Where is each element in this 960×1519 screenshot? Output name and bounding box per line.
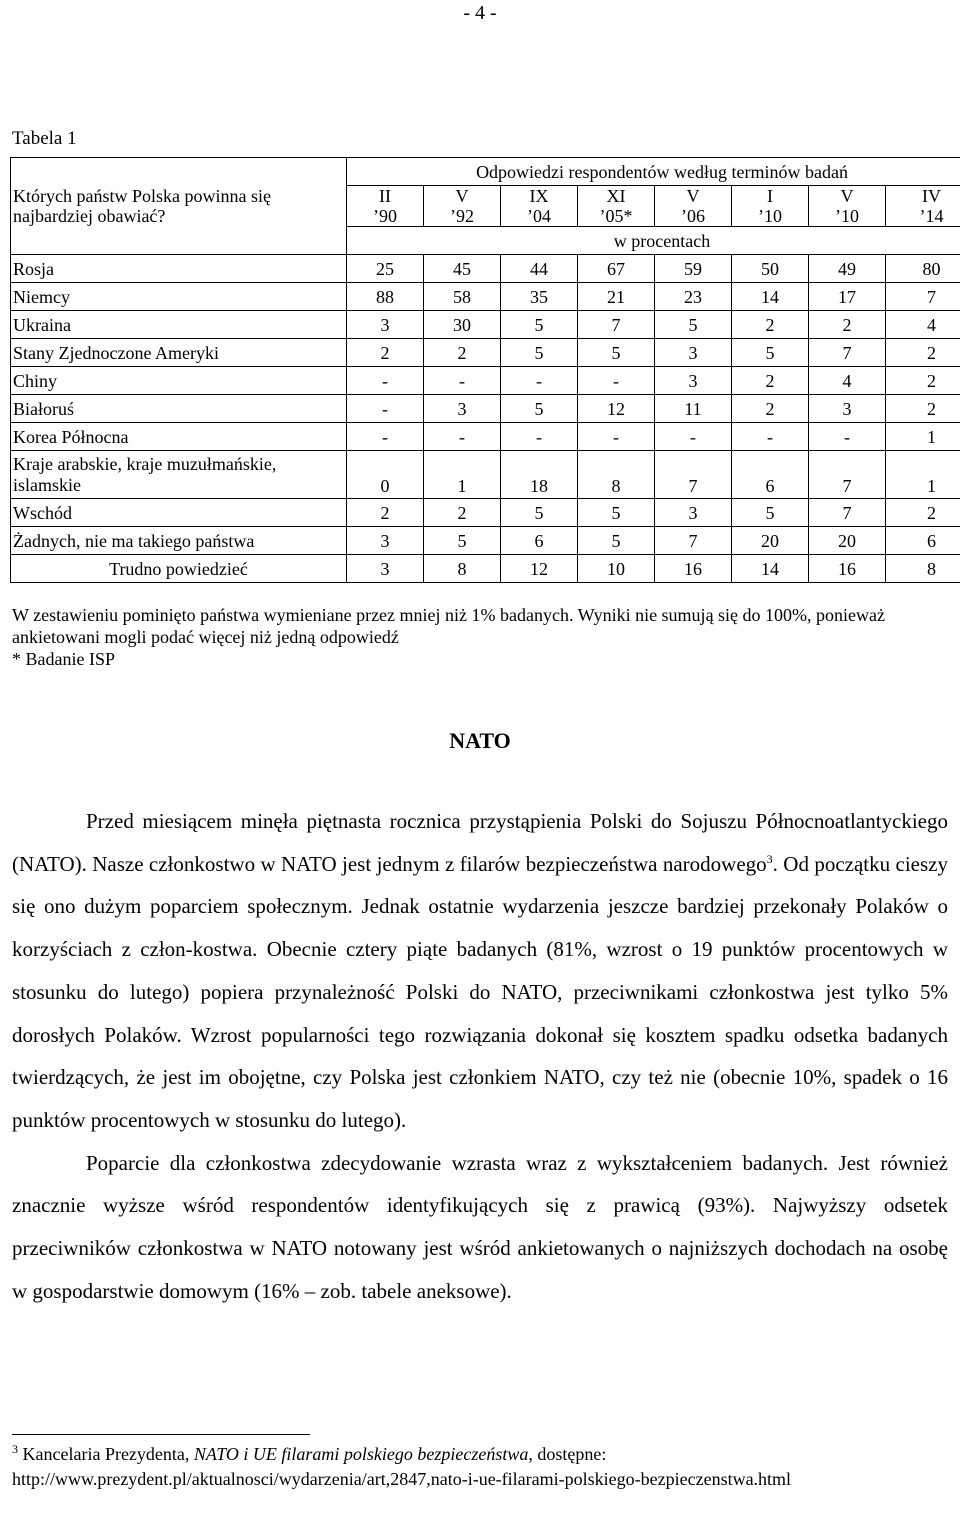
table-row — [11, 311, 960, 339]
table-cell: 16 — [655, 555, 732, 583]
table-cell: 6 — [886, 527, 960, 555]
table-cell: 2 — [886, 395, 960, 423]
table-cell: 7 — [809, 339, 886, 367]
table-cell: 6 — [501, 527, 578, 555]
table-note-asterisk: * Badanie ISP — [12, 649, 115, 669]
table-cell: 49 — [809, 255, 886, 283]
table-cell: 11 — [655, 395, 732, 423]
table-cell: 12 — [578, 395, 655, 423]
table-cell: 3 — [655, 367, 732, 395]
table-cell: 14 — [732, 555, 809, 583]
paragraph: Poparcie dla członkostwa zdecydowanie wzrasta wraz z wykształceniem badanych. Jest również znacznie wyższe wśród respondentów identyfikujących się z prawicą (93%). Najwyższy odsetek przeciwników członkostwa w NATO notowany jest wśród ankietowanych o najniższych dochodach na osobę w gospodarstwie domowym (16% – zob. tabele aneksowe). — [12, 1150, 948, 1303]
footnote-ref[interactable]: 3 — [766, 851, 773, 866]
table-cell: 2 — [732, 311, 809, 339]
table-row — [11, 555, 960, 583]
table-cell: 4 — [886, 311, 960, 339]
row-label: Kraje arabskie, kraje muzułmańskie, islamskie — [11, 451, 347, 499]
table-cell: 21 — [578, 283, 655, 311]
row-label: Trudno powiedzieć — [11, 555, 347, 583]
footnote-divider — [12, 1434, 310, 1435]
table-cell: 5 — [424, 527, 501, 555]
table-cell: 88 — [347, 283, 424, 311]
table-cell: 1 — [886, 451, 960, 499]
period-header: V ’10 — [809, 186, 886, 227]
table-cell: - — [578, 423, 655, 451]
row-label: Stany Zjednoczone Ameryki — [11, 339, 347, 367]
table-cell: 3 — [655, 499, 732, 527]
table-cell: 2 — [424, 339, 501, 367]
table-cell: 67 — [578, 255, 655, 283]
period-header: XI ’05* — [578, 186, 655, 227]
table-cell: 20 — [732, 527, 809, 555]
table-cell: - — [501, 367, 578, 395]
table-cell: 5 — [578, 339, 655, 367]
table-cell: 5 — [578, 527, 655, 555]
table-cell: - — [347, 395, 424, 423]
table-cell: 50 — [732, 255, 809, 283]
table-cell: 2 — [347, 339, 424, 367]
table-cell: 5 — [578, 499, 655, 527]
table-cell: 1 — [886, 423, 960, 451]
table-cell: 3 — [347, 555, 424, 583]
table-row — [11, 283, 960, 311]
table-cell: - — [732, 423, 809, 451]
table-cell: - — [424, 423, 501, 451]
table-cell: - — [501, 423, 578, 451]
table-cell: 23 — [655, 283, 732, 311]
table-cell: 5 — [732, 499, 809, 527]
table-cell: 6 — [732, 451, 809, 499]
table-cell: 3 — [809, 395, 886, 423]
table-row — [11, 499, 960, 527]
table-cell: 59 — [655, 255, 732, 283]
row-label: Niemcy — [11, 283, 347, 311]
table-cell: - — [424, 367, 501, 395]
table-cell: 7 — [809, 499, 886, 527]
period-header: IX ’04 — [501, 186, 578, 227]
table-cell: 30 — [424, 311, 501, 339]
table-notes — [12, 604, 952, 670]
row-label: Wschód — [11, 499, 347, 527]
footnote-url[interactable]: http://www.prezydent.pl/aktualnosci/wydarzenia/art,2847,nato-i-ue-filarami-polskiego-bezpieczenstwa.html — [12, 1469, 792, 1489]
table-cell: 2 — [886, 339, 960, 367]
table-cell: 7 — [655, 451, 732, 499]
table-cell: 1 — [424, 451, 501, 499]
period-header: I ’10 — [732, 186, 809, 227]
table-cell: 5 — [501, 339, 578, 367]
table-cell: - — [347, 423, 424, 451]
table-cell: 12 — [501, 555, 578, 583]
table-cell: - — [578, 367, 655, 395]
table-cell: 7 — [886, 283, 960, 311]
survey-table — [10, 157, 960, 583]
table-cell: - — [809, 423, 886, 451]
table-cell: 8 — [886, 555, 960, 583]
table-cell: 5 — [501, 395, 578, 423]
table-cell: 5 — [501, 311, 578, 339]
table-cell: 14 — [732, 283, 809, 311]
footnote: $^3$ Kancelaria Prezydenta, NATO i UE filarami polskiego bezpieczeństwa, dostępne: http://www.prezydent.pl/aktualnosci/wydarzenia/art,2847,nato-i-ue-filarami-polskiego-bezpieczenstwa.html — [12, 1442, 952, 1492]
table-cell: 5 — [732, 339, 809, 367]
table-cell: 10 — [578, 555, 655, 583]
table-caption: Tabela 1 — [12, 128, 77, 149]
table-cell: 17 — [809, 283, 886, 311]
table-cell: 2 — [732, 395, 809, 423]
table-cell: 80 — [886, 255, 960, 283]
table-cell: 3 — [424, 395, 501, 423]
period-header: V ’06 — [655, 186, 732, 227]
table-cell: 20 — [809, 527, 886, 555]
table-row — [11, 527, 960, 555]
table-cell: 58 — [424, 283, 501, 311]
table-cell: 18 — [501, 451, 578, 499]
row-label: Korea Północna — [11, 423, 347, 451]
table-cell: 2 — [809, 311, 886, 339]
period-header: II ’90 — [347, 186, 424, 227]
paragraph: Przed miesiącem minęła piętnasta rocznica przystąpienia Polski do Sojuszu Północnoatlantyckiego (NATO). Nasze członkostwo w NATO jest jednym z filarów bezpieczeństwa narodowego$^3$. Od początku cieszy się ono dużym poparciem społecznym. Jednak ostatnie wydarzenia jeszcze bardziej przekonały Polaków o korzyściach z człon-kostwa. Obecnie cztery piąte badanych (81%, wzrost o 19 punktów procentowych w stosunku do lutego) popiera przynależność Polski do NATO, przeciwnikami członkostwa jest tylko 5% dorosłych Polaków. Wzrost popularności tego rozwiązania dokonał się kosztem spadku odsetka badanych twierdzących, że jest im obojętne, czy Polska jest członkiem NATO, czy też nie (obecnie 10%, spadek o 16 punktów procentowych w stosunku do lutego). — [12, 809, 948, 1132]
question-cell: Których państw Polska powinna się najbardziej obawiać? — [11, 158, 347, 255]
table-cell: 45 — [424, 255, 501, 283]
table-cell: 35 — [501, 283, 578, 311]
row-label: Ukraina — [11, 311, 347, 339]
table-row — [11, 367, 960, 395]
table-cell: 3 — [347, 527, 424, 555]
row-label: Rosja — [11, 255, 347, 283]
footnote-number: 3 — [12, 1442, 18, 1456]
table-cell: 5 — [655, 311, 732, 339]
table-cell: 25 — [347, 255, 424, 283]
table-cell: 7 — [809, 451, 886, 499]
table-cell: 2 — [347, 499, 424, 527]
table-cell: 8 — [424, 555, 501, 583]
table-cell: 5 — [501, 499, 578, 527]
row-label: Białoruś — [11, 395, 347, 423]
table-cell: - — [655, 423, 732, 451]
table-cell: 2 — [732, 367, 809, 395]
table-note: W zestawieniu pominięto państwa wymieniane przez mniej niż 1% badanych. Wyniki nie sumują się do 100%, ponieważ ankietowani mogli podać więcej niż jedną odpowiedź — [12, 605, 886, 647]
table-row — [11, 395, 960, 423]
table-cell: - — [347, 367, 424, 395]
table-cell: 7 — [578, 311, 655, 339]
table-cell: 2 — [886, 367, 960, 395]
table-cell: 16 — [809, 555, 886, 583]
table-cell: 8 — [578, 451, 655, 499]
table-row — [11, 339, 960, 367]
row-label: Żadnych, nie ma takiego państwa — [11, 527, 347, 555]
table-cell: 2 — [424, 499, 501, 527]
table-cell: 3 — [347, 311, 424, 339]
table-cell: 2 — [886, 499, 960, 527]
table-cell: 44 — [501, 255, 578, 283]
body-text — [12, 800, 948, 1312]
table-cell: 7 — [655, 527, 732, 555]
table-cell: 0 — [347, 451, 424, 499]
span-header: Odpowiedzi respondentów według terminów badań — [347, 158, 960, 186]
period-header: IV ’14 — [886, 186, 960, 227]
table-row — [11, 451, 960, 499]
table-cell: 3 — [655, 339, 732, 367]
unit-header: w procentach — [347, 227, 960, 255]
row-label: Chiny — [11, 367, 347, 395]
period-header: V ’92 — [424, 186, 501, 227]
table-row — [11, 423, 960, 451]
section-title: NATO — [449, 728, 511, 753]
page-number: - 4 - — [463, 2, 497, 24]
table-cell: 4 — [809, 367, 886, 395]
table-row — [11, 255, 960, 283]
